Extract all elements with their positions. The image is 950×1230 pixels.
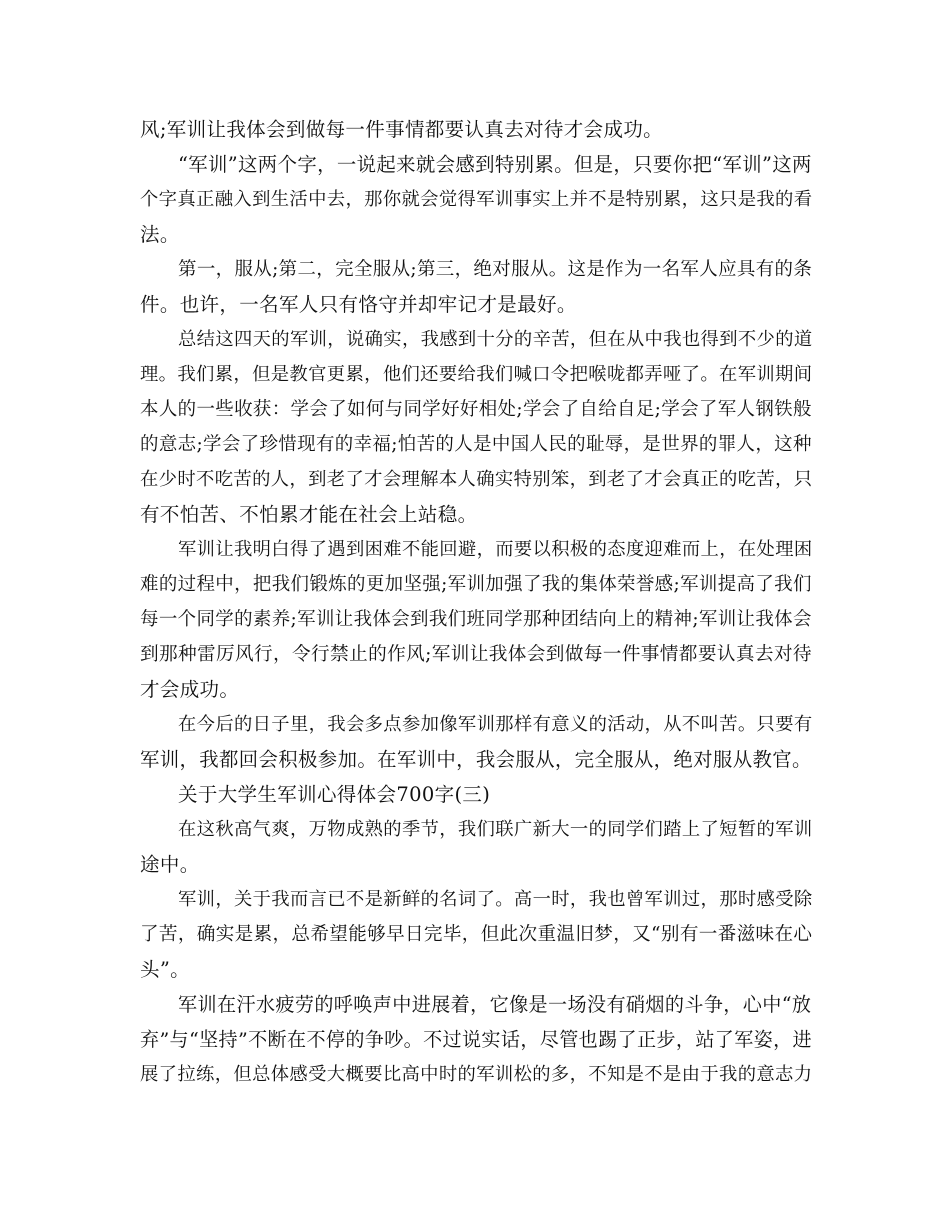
text-line: 法。 [140,223,180,246]
text-line: 总结这四天的军训，说确实，我感到十分的辛苦，但在从中我也得到不少的道 [178,329,813,350]
text-line: 军训让我明白得了遇到困难不能回避，而要以积极的态度迎难而上，在处理困 [178,539,813,560]
text-line: 头”。 [140,958,191,981]
text-line: 件。也许，一名军人只有恪守并却牢记才是最好。 [140,293,577,316]
text-line: 在这秋高气爽，万物成熟的季节，我们联广新大一的同学们踏上了短暂的军训 [178,819,813,840]
text-line: 军训，我都回会积极参加。在军训中，我会服从，完全服从，绝对服从教官。 [140,748,812,771]
text-line: 才会成功。 [140,678,240,701]
text-line: 的意志;学会了珍惜现有的幸福;怕苦的人是中国人民的耻辱，是世界的罪人，这种 [140,434,812,455]
text-line: 理。我们累，但是教官更累，他们还要给我们喊口令把喉咙都弄哑了。在军训期间 [140,364,813,385]
text-line: 个字真正融入到生活中去，那你就会觉得军训事实上并不是特别累，这只是我的看 [140,189,813,210]
section-heading: 关于大学生军训心得体会700字(三) [178,783,491,806]
text-line: 军训，关于我而言已不是新鲜的名词了。高一时，我也曾军训过，那时感受除 [178,889,813,910]
text-line: 有不怕苦、不怕累才能在社会上站稳。 [140,503,478,526]
text-line: 本人的一些收获：学会了如何与同学好好相处;学会了自给自足;学会了军人钢铁般 [140,399,812,420]
text-line: 弃”与“坚持”不断在不停的争吵。不过说实话，尽管也踢了正步，站了军姿，进 [140,1028,812,1051]
text-line: 第一，服从;第二，完全服从;第三，绝对服从。这是作为一名军人应具有的条 [178,259,813,280]
text-line: 了苦，确实是累，总希望能够早日完毕，但此次重温旧梦，又“别有一番滋味在心 [140,924,813,945]
text-line: 风;军训让我体会到做每一件事情都要认真去对待才会成功。 [140,118,664,141]
text-line: 难的过程中，把我们锻炼的更加坚强;军训加强了我的集体荣誉感;军训提高了我们 [140,574,812,595]
text-line: 展了拉练，但总体感受大概要比高中时的军训松的多，不知是不是由于我的意志力 [140,1064,813,1085]
text-line: 军训在汗水疲劳的呼唤声中进展着，它像是一场没有硝烟的斗争，心中“放 [178,993,812,1016]
text-line: 到那种雷厉风行，令行禁止的作风;军训让我体会到做每一件事情都要认真去对待 [140,644,812,665]
text-line: 在今后的日子里，我会多点参加像军训那样有意义的活动，从不叫苦。只要有 [178,714,813,735]
text-line: 每一个同学的素养;军训让我体会到我们班同学那种团结向上的精神;军训让我体会 [140,609,812,630]
text-line: 在少时不吃苦的人，到老了才会理解本人确实特别笨，到老了才会真正的吃苦，只 [140,469,813,490]
text-line: “军训”这两个字，一说起来就会感到特别累。但是，只要你把“军训”这两 [178,153,812,176]
text-line: 途中。 [140,853,200,876]
